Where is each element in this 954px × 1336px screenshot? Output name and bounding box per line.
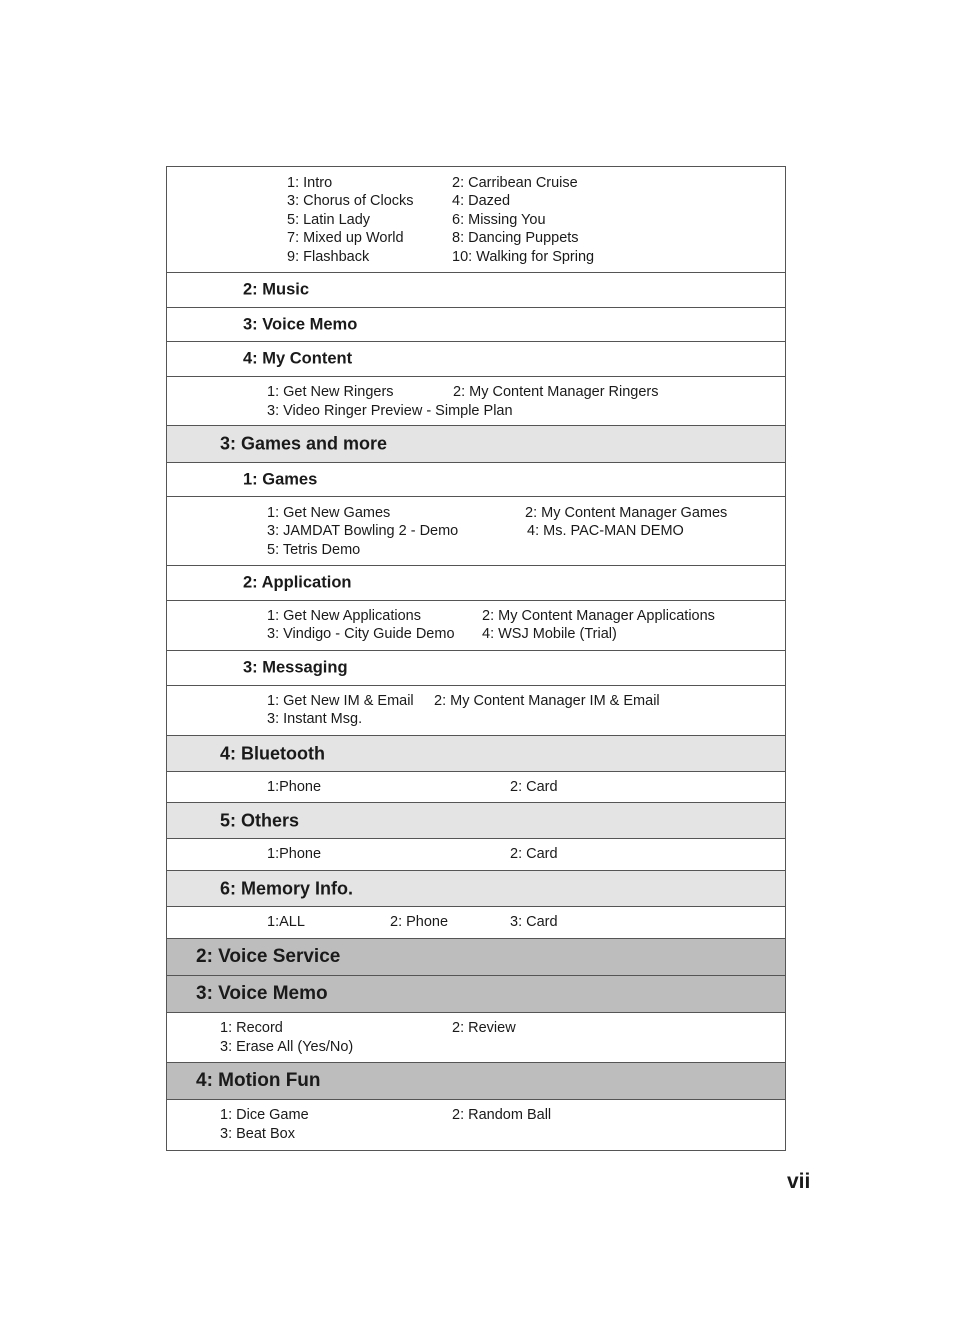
list-item: 2: Random Ball [452, 1107, 552, 1123]
heading-label: 3: Voice Memo [243, 315, 358, 333]
heading-label: 3: Messaging [243, 658, 348, 677]
list-item: 1: Record [220, 1020, 283, 1036]
list-item: 2: My Content Manager Ringers [453, 384, 659, 400]
others-list [167, 839, 785, 871]
ringers-list [167, 167, 785, 273]
list-item: 5: Tetris Demo [267, 542, 361, 558]
list-item: 3: Video Ringer Preview - Simple Plan [267, 403, 513, 419]
menu-heading-messaging [167, 651, 785, 686]
heading-label: 6: Memory Info. [220, 878, 354, 898]
menu-heading-games [167, 463, 785, 497]
menu-heading-music [167, 273, 785, 308]
menu-heading-application [167, 566, 785, 601]
heading-label: 4: Motion Fun [196, 1070, 321, 1091]
list-item: 7: Mixed up World [287, 230, 404, 246]
list-item: 4: WSJ Mobile (Trial) [482, 626, 617, 642]
list-item: 4: Dazed [452, 193, 511, 209]
list-item: 2: My Content Manager Games [525, 505, 728, 521]
list-item: 1: Get New Applications [267, 608, 421, 624]
menu-table [166, 166, 786, 1151]
menu-heading-bluetooth [167, 736, 785, 772]
menu-heading-others [167, 803, 785, 839]
application-list [167, 601, 785, 651]
list-item: 3: Erase All (Yes/No) [220, 1039, 354, 1055]
list-item: 1:Phone [267, 779, 322, 795]
list-item: 1: Get New IM & Email [267, 693, 414, 709]
list-item: 1: Dice Game [220, 1107, 309, 1123]
list-item: 3: Vindigo - City Guide Demo [267, 626, 455, 642]
list-item: 2: Phone [390, 914, 449, 930]
list-item: 3: Instant Msg. [267, 711, 363, 727]
list-item: 2: My Content Manager Applications [482, 608, 715, 624]
list-item: 3: JAMDAT Bowling 2 - Demo [267, 523, 459, 539]
list-item: 1: Intro [287, 175, 333, 191]
menu-heading-motion-fun [167, 1063, 785, 1100]
heading-label: 4: Bluetooth [220, 743, 325, 763]
list-item: 1: Get New Ringers [267, 384, 394, 400]
messaging-list [167, 686, 785, 736]
heading-label: 3: Voice Memo [196, 983, 328, 1004]
heading-label: 3: Games and more [220, 433, 388, 454]
bluetooth-list [167, 772, 785, 803]
list-item: 2: Card [510, 779, 558, 795]
heading-label: 2: Music [243, 280, 310, 299]
menu-heading-voice-memo [167, 976, 785, 1013]
list-item: 6: Missing You [452, 212, 546, 228]
my-content-list [167, 377, 785, 426]
list-item: 2: Card [510, 846, 558, 862]
page-number: vii [787, 1170, 811, 1193]
list-item: 4: Ms. PAC-MAN DEMO [527, 523, 684, 539]
heading-label: 1: Games [243, 470, 318, 488]
list-item: 3: Card [510, 914, 558, 930]
list-item: 1: Get New Games [267, 505, 391, 521]
menu-heading-voice-service [167, 939, 785, 976]
memory-info-list [167, 907, 785, 939]
list-item: 1:Phone [267, 846, 322, 862]
games-list [167, 497, 785, 566]
list-item: 1:ALL [267, 914, 305, 930]
voice-memo-list [167, 1013, 785, 1063]
motion-fun-list [167, 1100, 785, 1150]
list-item: 9: Flashback [287, 249, 370, 265]
list-item: 8: Dancing Puppets [452, 230, 579, 246]
list-item: 2: Carribean Cruise [452, 175, 578, 191]
menu-heading-my-content [167, 342, 785, 377]
heading-label: 4: My Content [243, 349, 353, 368]
menu-heading-memory-info [167, 871, 785, 907]
menu-heading-voice-memo-sub [167, 308, 785, 342]
list-item: 2: My Content Manager IM & Email [434, 693, 660, 709]
heading-label: 2: Voice Service [196, 946, 341, 967]
heading-label: 5: Others [220, 810, 300, 830]
list-item: 3: Beat Box [220, 1126, 295, 1142]
heading-label: 2: Application [243, 573, 352, 592]
list-item: 2: Review [452, 1020, 516, 1036]
menu-heading-games-and-more [167, 426, 785, 463]
list-item: 5: Latin Lady [287, 212, 371, 228]
list-item: 3: Chorus of Clocks [287, 193, 414, 209]
list-item: 10: Walking for Spring [452, 249, 595, 265]
